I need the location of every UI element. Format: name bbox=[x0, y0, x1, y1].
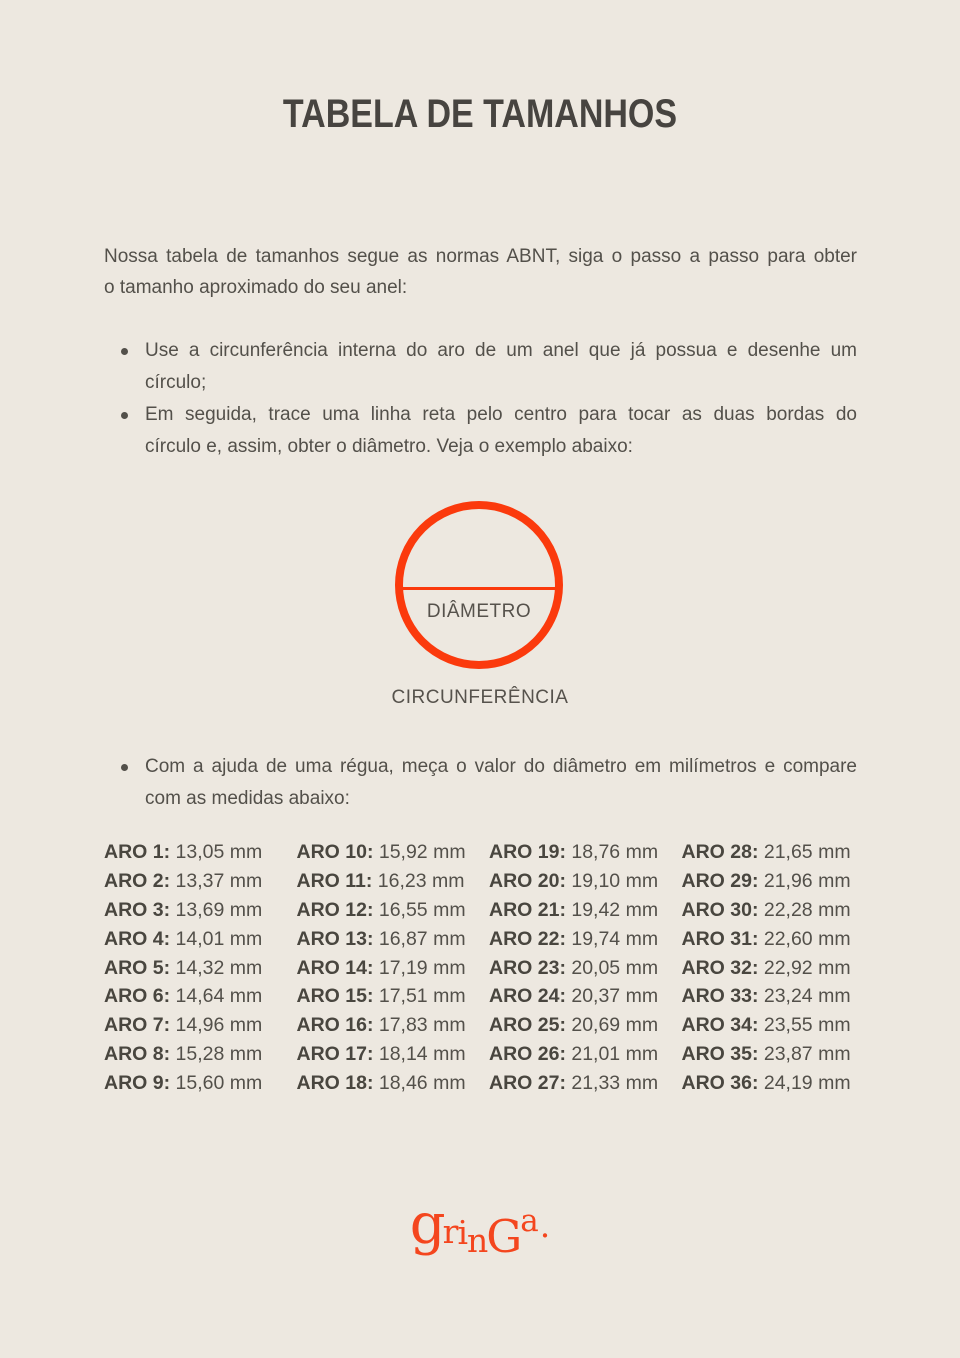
size-label: ARO 17: bbox=[296, 1043, 374, 1066]
size-entry bbox=[682, 1040, 871, 1069]
diameter-label: DIÂMETRO bbox=[426, 601, 532, 622]
size-entry bbox=[489, 982, 678, 1011]
size-value: 17,83 mm bbox=[373, 1014, 466, 1037]
logo-letter: g bbox=[409, 1192, 446, 1257]
size-entry bbox=[489, 925, 678, 954]
intro-paragraph bbox=[104, 241, 857, 303]
size-column bbox=[104, 838, 293, 1098]
size-label: ARO 2: bbox=[104, 869, 171, 892]
size-entry bbox=[297, 1069, 486, 1098]
size-value: 23,24 mm bbox=[758, 985, 851, 1008]
size-label: ARO 27: bbox=[489, 1072, 566, 1095]
size-entry bbox=[489, 1069, 678, 1098]
size-value: 18,14 mm bbox=[373, 1043, 466, 1066]
size-value: 21,33 mm bbox=[565, 1072, 659, 1095]
logo-letter: r bbox=[442, 1212, 459, 1251]
size-label: ARO 8: bbox=[104, 1043, 171, 1066]
instruction-step-1 bbox=[104, 335, 857, 399]
size-value: 18,46 mm bbox=[373, 1072, 466, 1095]
size-entry bbox=[104, 838, 293, 867]
size-value: 18,76 mm bbox=[565, 841, 659, 863]
brand-logo bbox=[0, 1190, 960, 1273]
size-entry bbox=[104, 867, 293, 896]
size-label: ARO 33: bbox=[681, 985, 759, 1008]
size-entry bbox=[297, 867, 486, 896]
size-label: ARO 4: bbox=[104, 927, 171, 950]
instruction-list-bottom bbox=[104, 751, 857, 815]
size-label: ARO 9: bbox=[104, 1072, 171, 1095]
size-entry bbox=[682, 954, 871, 983]
size-label: ARO 20: bbox=[489, 869, 566, 892]
size-label: ARO 15: bbox=[296, 985, 374, 1008]
size-entry bbox=[682, 867, 871, 896]
size-value: 21,65 mm bbox=[758, 841, 851, 863]
size-value: 22,92 mm bbox=[758, 956, 851, 979]
size-label: ARO 13: bbox=[296, 927, 374, 950]
step-line: círculo e, assim, obter o diâmetro. Veja o exemplo abaixo: bbox=[145, 436, 633, 457]
step-line: Com a ajuda de uma régua, meça o valor do diâmetro em milímetros e compare bbox=[145, 756, 857, 777]
circle-icon bbox=[395, 501, 563, 669]
size-value: 14,64 mm bbox=[170, 985, 263, 1008]
size-value: 23,55 mm bbox=[758, 1014, 851, 1037]
size-value: 16,23 mm bbox=[372, 869, 465, 892]
logo-letter: a bbox=[520, 1203, 539, 1239]
size-entry bbox=[297, 896, 486, 925]
size-value: 22,60 mm bbox=[758, 927, 851, 950]
size-entry bbox=[489, 1011, 678, 1040]
size-entry bbox=[104, 954, 293, 983]
intro-line-1: Nossa tabela de tamanhos segue as normas ABNT, siga o passo a passo para obter bbox=[104, 246, 857, 267]
size-entry bbox=[104, 925, 293, 954]
size-label: ARO 25: bbox=[489, 1014, 566, 1037]
size-value: 16,55 mm bbox=[373, 898, 466, 921]
instruction-list bbox=[104, 335, 857, 463]
size-table bbox=[104, 838, 870, 1098]
instruction-step-3 bbox=[104, 751, 857, 815]
size-label: ARO 19: bbox=[489, 841, 566, 863]
size-entry bbox=[104, 1040, 293, 1069]
size-value: 21,96 mm bbox=[758, 869, 851, 892]
size-label: ARO 21: bbox=[489, 898, 566, 921]
size-label: ARO 23: bbox=[489, 956, 566, 979]
size-entry bbox=[297, 1011, 486, 1040]
size-label: ARO 10: bbox=[296, 841, 374, 863]
size-value: 19,42 mm bbox=[565, 898, 659, 921]
size-column bbox=[682, 838, 871, 1098]
size-entry bbox=[682, 982, 871, 1011]
size-value: 13,37 mm bbox=[170, 869, 263, 892]
size-label: ARO 5: bbox=[104, 956, 171, 979]
size-entry bbox=[682, 1069, 871, 1098]
size-label: ARO 11: bbox=[296, 869, 373, 892]
size-value: 17,51 mm bbox=[373, 985, 466, 1008]
size-label: ARO 24: bbox=[489, 985, 566, 1008]
size-value: 15,60 mm bbox=[170, 1072, 263, 1095]
size-entry bbox=[682, 1011, 871, 1040]
size-entry bbox=[489, 867, 678, 896]
size-label: ARO 36: bbox=[681, 1072, 759, 1095]
size-label: ARO 35: bbox=[681, 1043, 759, 1066]
size-entry bbox=[104, 982, 293, 1011]
logo-letter: G bbox=[486, 1210, 523, 1263]
bullet-dot-icon bbox=[121, 412, 128, 419]
size-entry bbox=[104, 1069, 293, 1098]
circumference-label: CIRCUNFERÊNCIA bbox=[391, 687, 569, 708]
size-label: ARO 32: bbox=[681, 956, 759, 979]
step-line: Use a circunferência interna do aro de um anel que já possua e desenhe um bbox=[145, 340, 857, 361]
step-line: Em seguida, trace uma linha reta pelo centro para tocar as duas bordas do bbox=[145, 404, 857, 425]
size-label: ARO 6: bbox=[104, 985, 171, 1008]
size-entry bbox=[489, 896, 678, 925]
size-label: ARO 31: bbox=[681, 927, 759, 950]
size-entry bbox=[297, 838, 486, 867]
size-value: 20,69 mm bbox=[565, 1014, 659, 1037]
logo-letter: i bbox=[457, 1213, 468, 1252]
size-entry bbox=[104, 896, 293, 925]
size-value: 16,87 mm bbox=[373, 927, 466, 950]
size-column bbox=[297, 838, 486, 1098]
page-title: TABELA DE TAMANHOS bbox=[282, 92, 678, 136]
size-label: ARO 12: bbox=[296, 898, 374, 921]
size-column bbox=[489, 838, 678, 1098]
size-label: ARO 28: bbox=[681, 841, 759, 863]
size-entry bbox=[297, 925, 486, 954]
size-value: 23,87 mm bbox=[758, 1043, 851, 1066]
bullet-dot-icon bbox=[121, 348, 128, 355]
size-label: ARO 3: bbox=[104, 898, 171, 921]
size-entry bbox=[297, 954, 486, 983]
size-entry bbox=[682, 896, 871, 925]
size-value: 19,74 mm bbox=[565, 927, 659, 950]
size-entry bbox=[297, 982, 486, 1011]
step-line: círculo; bbox=[145, 372, 207, 393]
size-entry bbox=[489, 838, 678, 867]
size-value: 14,01 mm bbox=[170, 927, 263, 950]
size-value: 13,69 mm bbox=[170, 898, 263, 921]
size-label: ARO 14: bbox=[296, 956, 374, 979]
size-label: ARO 30: bbox=[681, 898, 759, 921]
size-value: 20,37 mm bbox=[565, 985, 659, 1008]
size-entry bbox=[297, 1040, 486, 1069]
step-line: com as medidas abaixo: bbox=[145, 788, 350, 809]
size-entry bbox=[682, 925, 871, 954]
size-entry bbox=[104, 1011, 293, 1040]
size-value: 15,28 mm bbox=[170, 1043, 263, 1066]
size-label: ARO 7: bbox=[104, 1014, 171, 1037]
size-label: ARO 22: bbox=[489, 927, 566, 950]
logo-letter: . bbox=[539, 1206, 551, 1245]
size-value: 14,32 mm bbox=[170, 956, 263, 979]
size-label: ARO 16: bbox=[296, 1014, 374, 1037]
diameter-line-icon bbox=[399, 587, 561, 590]
size-entry bbox=[682, 838, 871, 867]
size-label: ARO 26: bbox=[489, 1043, 566, 1066]
bullet-dot-icon bbox=[121, 764, 128, 771]
size-value: 17,19 mm bbox=[373, 956, 466, 979]
size-label: ARO 18: bbox=[296, 1072, 374, 1095]
size-value: 15,92 mm bbox=[373, 841, 466, 863]
size-label: ARO 29: bbox=[681, 869, 759, 892]
size-value: 21,01 mm bbox=[565, 1043, 659, 1066]
size-value: 22,28 mm bbox=[758, 898, 851, 921]
intro-line-2: o tamanho aproximado do seu anel: bbox=[104, 277, 408, 298]
size-value: 19,10 mm bbox=[565, 869, 659, 892]
size-value: 14,96 mm bbox=[170, 1014, 263, 1037]
size-value: 13,05 mm bbox=[170, 841, 263, 863]
size-label: ARO 34: bbox=[681, 1014, 759, 1037]
size-value: 24,19 mm bbox=[758, 1072, 851, 1095]
logo-letter: n bbox=[467, 1221, 489, 1260]
size-label: ARO 1: bbox=[104, 841, 171, 863]
instruction-step-2 bbox=[104, 399, 857, 463]
size-entry bbox=[489, 1040, 678, 1069]
size-entry bbox=[489, 954, 678, 983]
size-value: 20,05 mm bbox=[565, 956, 659, 979]
